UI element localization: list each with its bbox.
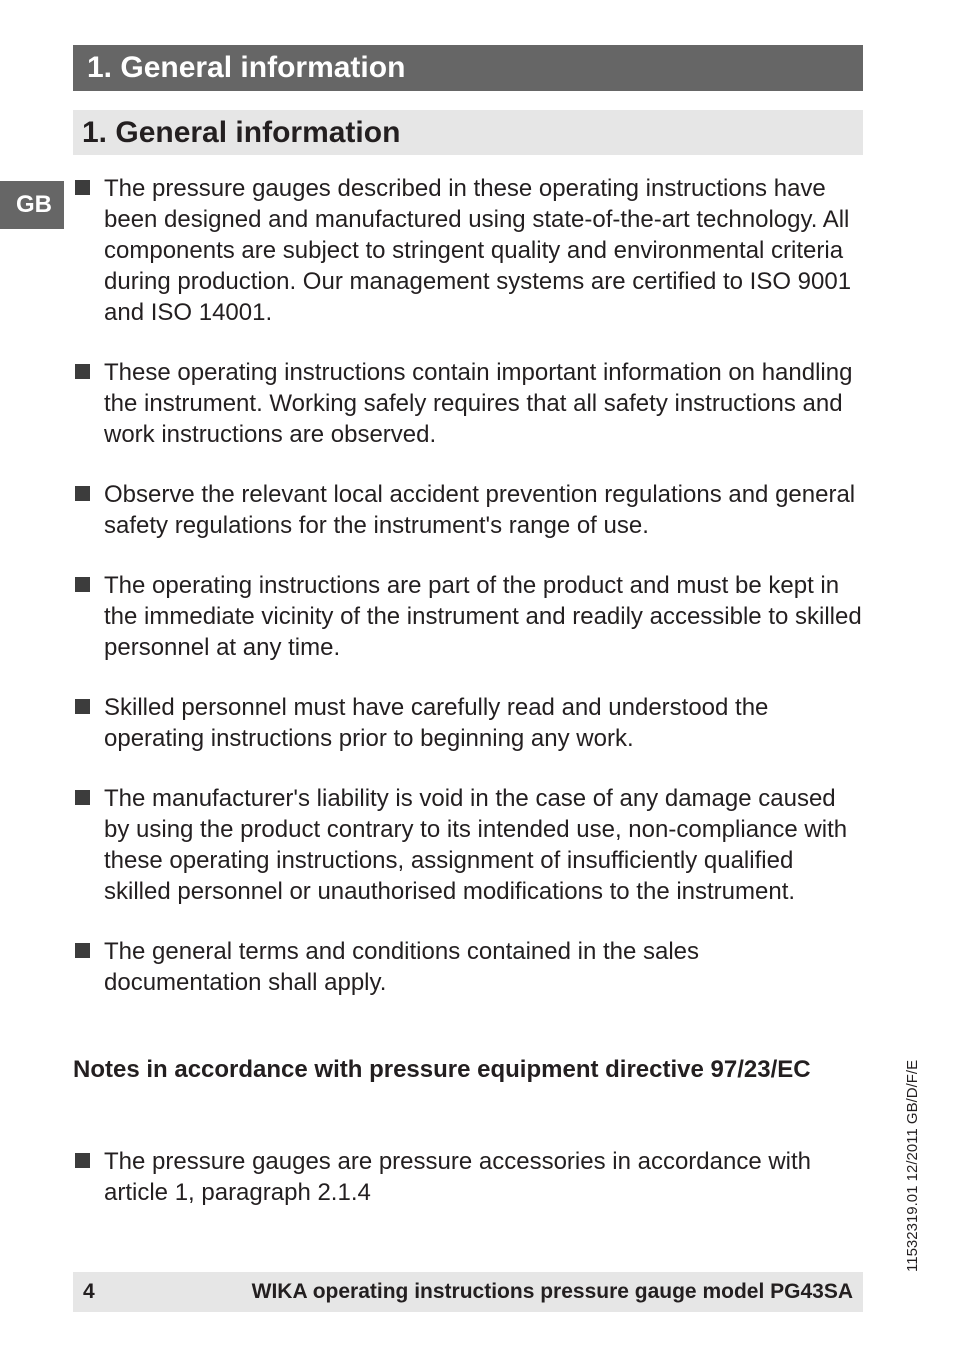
list-item bbox=[73, 173, 863, 328]
list-item bbox=[73, 570, 863, 663]
list-item-text: The pressure gauges described in these operating instructions have been designed and manufactured using state-of-the-art technology. All components are subject to stringent quality and environmental criteria during production. Our management systems are certified to ISO 9001 and ISO 14001. bbox=[104, 175, 852, 326]
square-bullet-icon bbox=[75, 943, 90, 958]
square-bullet-icon bbox=[75, 577, 90, 592]
information-bullet-list bbox=[73, 173, 863, 1027]
header-title: 1. General information bbox=[87, 51, 406, 84]
notes-bullet-list bbox=[73, 1146, 863, 1237]
footer-title: WIKA operating instructions pressure gauge model PG43SA bbox=[251, 1280, 853, 1303]
square-bullet-icon bbox=[75, 699, 90, 714]
page-footer bbox=[73, 1272, 863, 1312]
list-item bbox=[73, 692, 863, 754]
square-bullet-icon bbox=[75, 180, 90, 195]
list-item bbox=[73, 1146, 863, 1208]
list-item bbox=[73, 357, 863, 450]
section-heading bbox=[73, 110, 863, 155]
list-item-text: Observe the relevant local accident prevention regulations and general safety regulations for the instrument's range of use. bbox=[104, 481, 856, 539]
square-bullet-icon bbox=[75, 364, 90, 379]
square-bullet-icon bbox=[75, 486, 90, 501]
section-title: 1. General information bbox=[82, 116, 401, 149]
list-item-text: The manufacturer's liability is void in the case of any damage caused by using the product contrary to its intended use, non-compliance with these operating instructions, assignment of insufficiently qualified skilled personnel or unauthorised modifications to the instrument. bbox=[104, 785, 848, 905]
list-item-text: These operating instructions contain important information on handling the instrument. Working safely requires that all safety instructions and work instructions are observed. bbox=[104, 359, 853, 448]
list-item bbox=[73, 479, 863, 541]
list-item-text: The operating instructions are part of the product and must be kept in the immediate vicinity of the instrument and readily accessible to skilled personnel at any time. bbox=[104, 572, 862, 661]
list-item-text: The general terms and conditions contained in the sales documentation shall apply. bbox=[104, 938, 700, 996]
notes-heading: Notes in accordance with pressure equipment directive 97/23/EC bbox=[73, 1056, 811, 1083]
document-code: 11532319.01 12/2011 GB/D/F/E bbox=[904, 1059, 921, 1272]
list-item bbox=[73, 936, 863, 998]
list-item-text: The pressure gauges are pressure accessories in accordance with article 1, paragraph 2.1.4 bbox=[104, 1148, 812, 1206]
square-bullet-icon bbox=[75, 1153, 90, 1168]
list-item-text: Skilled personnel must have carefully read and understood the operating instructions prior to beginning any work. bbox=[104, 694, 769, 752]
page-header bbox=[73, 45, 863, 91]
page-number: 4 bbox=[83, 1280, 95, 1303]
square-bullet-icon bbox=[75, 790, 90, 805]
language-tab: GB bbox=[0, 181, 64, 229]
list-item bbox=[73, 783, 863, 907]
